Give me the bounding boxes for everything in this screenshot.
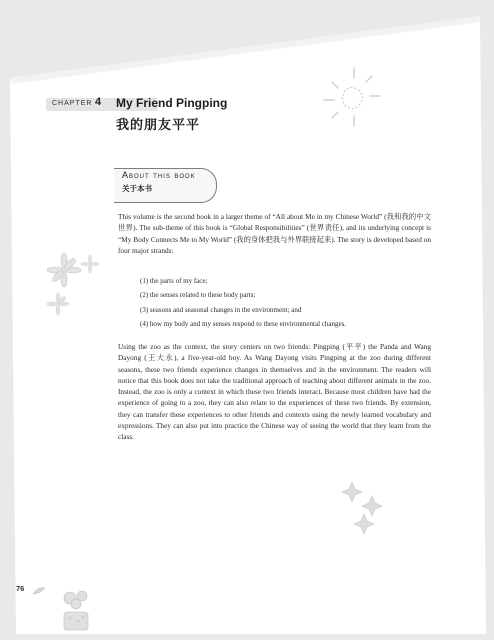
chapter-number: 4 xyxy=(95,96,102,108)
leaf-icon xyxy=(32,586,46,596)
sparkle-icon xyxy=(340,478,390,534)
intro-paragraph: This volume is the second book in a larger theme of “All about Me in my Chinese World” (我和我的中文世界). The sub-theme of this book is “Global Responsibilities” (世界责任), and its underlying concept is “My Body Connects Me to My World” (我的身体把我与外界联接起来). The story is developed based on four major strands: xyxy=(118,212,431,255)
list-item: (3) seasons and seasonal changes in the environment; and xyxy=(140,305,302,314)
flower-icon xyxy=(44,250,104,320)
about-this-book-title-chinese: 关于本书 xyxy=(122,184,152,193)
flower-pot-icon xyxy=(56,588,96,634)
list-item: (4) how my body and my senses respond to these environmental changes. xyxy=(140,319,347,328)
chapter-title-chinese: 我的朋友平平 xyxy=(116,118,201,133)
list-item: (2) the senses related to these body parts; xyxy=(140,291,256,300)
context-paragraph: Using the zoo as the context, the story centers on two friends: Pingping (平平) the Panda and Wang Dayong (王大永), a five-year-old boy. As Wang Dayong visits Pingping at the zoo during different seasons, these two friends experience changes in themselves and in the environment. The readers will notice that this book does not take the traditional approach of teaching about different animals in the zoo. Instead, the zoo is only a context in which these two friends interact. Because most children have had the experience of going to a zoo, they can also relate to the experiences of these two friends. By extension, they can transfer these experiences to other friends and contexts using the newly learned vocabulary and expressions. They can also put into practice the Chinese way of seeing the world that they learn from the class. xyxy=(118,342,431,442)
list-item: (1) the parts of my face; xyxy=(140,277,208,285)
chapter-title: My Friend Pingping xyxy=(116,96,228,110)
strand-list xyxy=(140,274,430,331)
page-number: 76 xyxy=(16,584,25,593)
sun-doodle-icon xyxy=(318,62,388,132)
chapter-label: CHAPTER xyxy=(52,100,93,107)
about-this-book-title: About this book xyxy=(122,170,196,180)
